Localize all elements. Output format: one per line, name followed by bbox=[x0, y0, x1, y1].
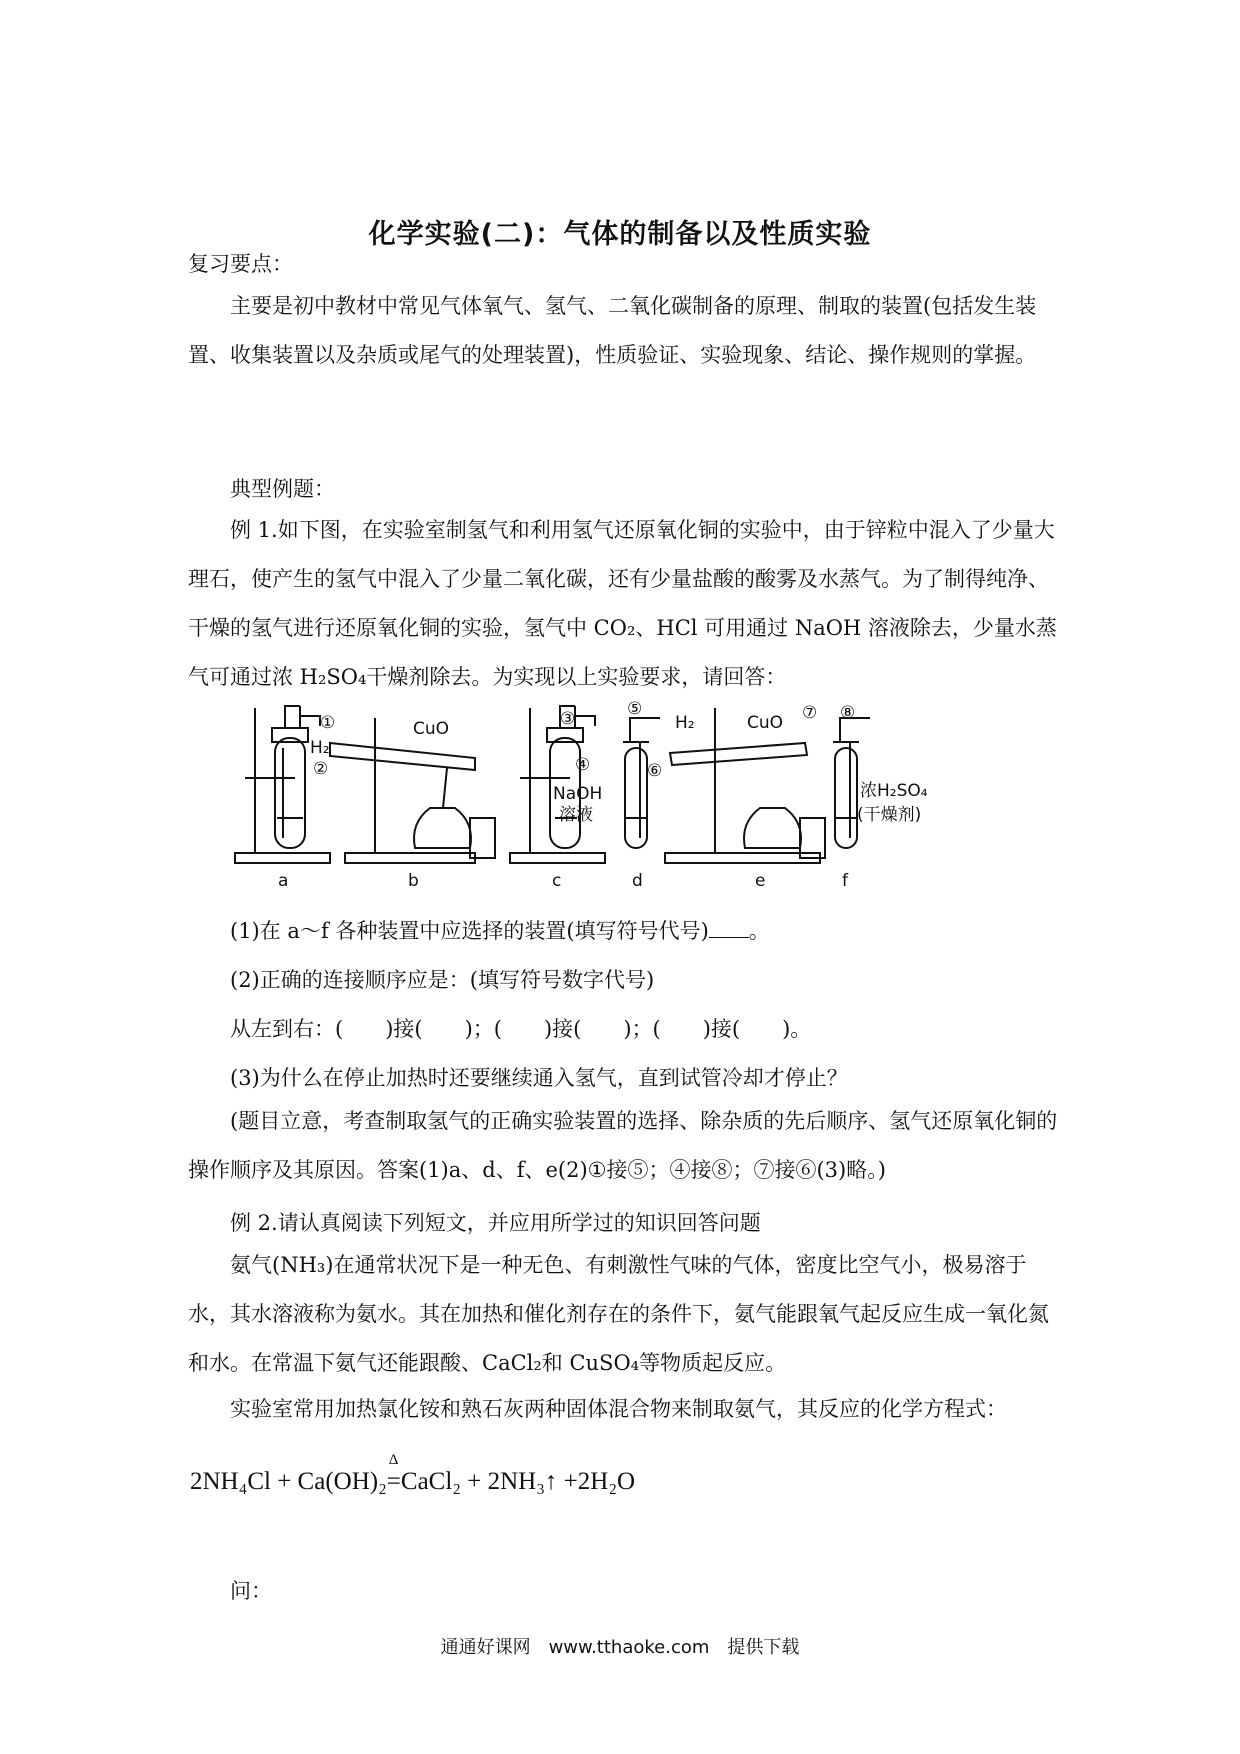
apparatus-b bbox=[330, 718, 495, 863]
example1-text: 例 1.如下图，在实验室制氢气和利用氢气还原氧化铜的实验中，由于锌粒中混入了少量大理石，使产生的氢气中混入了少量二氧化碳，还有少量盐酸的酸雾及水蒸气。为了制得纯净、干燥的氢气进行还原氧化铜的实验，氢气中 CO₂、HCl 可用通过 NaOH 溶液除去，少量水蒸气可通过浓 H₂SO₄干燥剂除去。为实现以上实验要求，请回答： bbox=[188, 518, 1057, 689]
label-c: c bbox=[552, 871, 562, 888]
label-b: b bbox=[408, 871, 419, 888]
label-cuo-e: CuO bbox=[747, 713, 784, 733]
example2-heading: 例 2.请认真阅读下列短文，并应用所学过的知识回答问题 bbox=[230, 1211, 761, 1235]
example2-text: 氨气(NH₃)在通常状况下是一种无色、有刺激性气味的气体，密度比空气小，极易溶于水，其水溶液称为氨水。其在加热和催化剂存在的条件下，氨气能跟氧气起反应生成一氧化氮和水。在常温下氨气还能跟酸、CaCl₂和 CuSO₄等物质起反应。 bbox=[188, 1253, 1049, 1375]
question-2: (2)正确的连接顺序应是：(填写符号数字代号) bbox=[230, 968, 655, 992]
label-naoh: NaOH bbox=[553, 784, 603, 804]
label-solution: 溶液 bbox=[559, 805, 593, 825]
footer: 通通好课网 www.tthaoke.com 提供下载 bbox=[440, 1637, 800, 1658]
example2-method: 实验室常用加热氯化铵和熟石灰两种固体混合物来制取氨气，其反应的化学方程式： bbox=[230, 1397, 1007, 1421]
label-circle-4: ④ bbox=[575, 755, 591, 775]
label-h2-left: H₂ bbox=[310, 738, 330, 758]
label-circle-3: ③ bbox=[560, 709, 576, 729]
apparatus-figure bbox=[225, 698, 1065, 888]
question-3: (3)为什么在停止加热时还要继续通入氢气，直到试管冷却才停止？ bbox=[230, 1066, 848, 1090]
label-e: e bbox=[755, 871, 766, 888]
label-circle-1: ① bbox=[320, 713, 336, 733]
apparatus-d bbox=[623, 718, 663, 848]
page-title: 化学实验(二)：气体的制备以及性质实验 bbox=[368, 219, 872, 250]
question-1: (1)在 a～f 各种装置中应选择的装置(填写符号代号) 。 bbox=[230, 919, 770, 943]
heat-condition: Δ = bbox=[386, 1452, 401, 1495]
answer-blank[interactable] bbox=[709, 919, 749, 938]
label-circle-8: ⑧ bbox=[840, 703, 856, 723]
label-circle-5: ⑤ bbox=[627, 699, 643, 719]
label-f: f bbox=[842, 871, 848, 888]
chemical-equation: 2NH₄Cl + Ca(OH)₂ Δ =CaCl₂ + 2NH₃↑ +2H₂O bbox=[190, 1452, 636, 1495]
label-circle-2: ② bbox=[313, 759, 329, 779]
label-circle-7: ⑦ bbox=[802, 703, 818, 723]
review-heading: 复习要点： bbox=[188, 252, 293, 276]
label-desiccant: (干燥剂) bbox=[857, 805, 922, 825]
examples-heading: 典型例题： bbox=[230, 477, 335, 501]
label-a: a bbox=[278, 871, 289, 888]
label-d: d bbox=[632, 871, 643, 888]
review-text: 主要是初中教材中常见气体氧气、氢气、二氧化碳制备的原理、制取的装置(包括发生装置、收集装置以及杂质或尾气的处理装置)，性质验证、实验现象、结论、操作规则的掌握。 bbox=[188, 294, 1037, 367]
label-h2-e: H₂ bbox=[675, 713, 695, 733]
example1-note: (题目立意，考查制取氢气的正确实验装置的选择、除杂质的先后顺序、氢气还原氧化铜的操作顺序及其原因。答案(1)a、d、f、e(2)①接⑤；④接⑧；⑦接⑥(3)略。) bbox=[188, 1109, 1058, 1182]
apparatus-a bbox=[235, 706, 330, 863]
label-circle-6: ⑥ bbox=[647, 761, 663, 781]
question-2-order-line: 从左到右：( )接( )；( )接( )；( )接( )。 bbox=[230, 1017, 812, 1041]
label-conc-h2so4: 浓H₂SO₄ bbox=[860, 781, 928, 801]
label-cuo-b: CuO bbox=[413, 719, 450, 739]
question-label: 问： bbox=[230, 1579, 272, 1603]
